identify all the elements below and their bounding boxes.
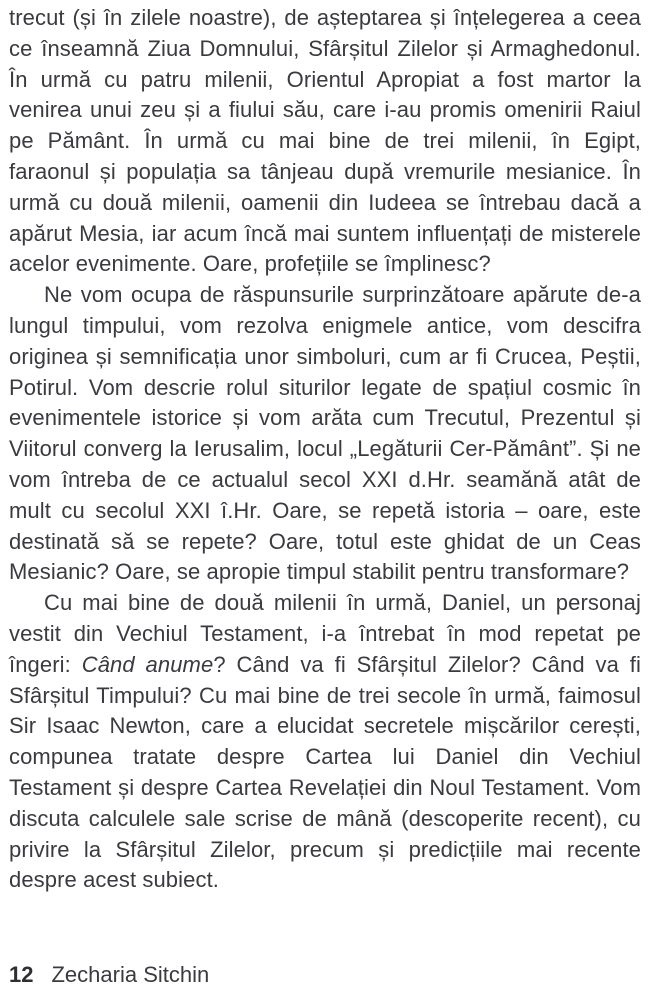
paragraph — [9, 280, 641, 588]
text-segment: ? Când va fi Sfârșitul Zilelor? Când va fi Sfârșitul Timpului? Cu mai bine de trei secole în urmă, faimosul Sir Isaac Newton, care a elucidat secretele mișcărilor cerești, compunea tratate despre Cartea lui Daniel din Vechiul Testament și despre Cartea Revelației din Noul Testament. Vom discuta calculele sale scrise de mână (descoperite recent), cu privire la Sfârșitul Zilelor, precum și predicțiile mai recente despre acest subiect. — [9, 651, 641, 893]
paragraph — [9, 3, 641, 280]
page-text — [9, 3, 641, 896]
text-segment: trecut (și în zilele noastre), de așteptarea și înțelegerea a ceea ce înseamnă Ziua Domnului, Sfârșitul Zilelor și Armaghedonul. În urmă cu patru milenii, Orientul Apropiat a fost martor la venirea unui zeu și a fiului său, care i-au promis omenirii Raiul pe Pământ. În urmă cu mai bine de trei milenii, în Egipt, faraonul și populația sa tânjeau după vremurile mesianice. În urmă cu două milenii, oamenii din Iudeea se întrebau dacă a apărut Mesia, iar acum încă mai suntem influențați de misterele acelor evenimente. Oare, profețiile se împlinesc? — [9, 5, 641, 277]
italic-text-segment: Când anume — [81, 651, 214, 677]
footer-author: Zecharia Sitchin — [51, 962, 210, 987]
text-segment: Cu mai bine de două milenii în urmă, Daniel, un personaj vestit din Vechiul Testament, i-a întrebat în mod repetat pe îngeri: — [9, 590, 641, 677]
page-number: 12 — [9, 962, 34, 987]
text-segment: Ne vom ocupa de răspunsurile surprinzătoare apărute de-a lungul timpului, vom rezolva enigmele antice, vom descifra originea și semnificația unor simboluri, cum ar fi Crucea, Peștii, Potirul. Vom descrie rolul siturilor legate de spațiul cosmic în evenimentele istorice și vom arăta cum Trecutul, Prezentul și Viitorul converg la Ierusalim, locul „Legăturii Cer-Pământ”. Și ne vom întreba de ce actualul secol XXI d.Hr. seamănă atât de mult cu secolul XXI î.Hr. Oare, se repetă istoria – oare, este destinată să se repete? Oare, totul este ghidat de un Ceas Mesianic? Oare, se apropie timpul stabilit pentru transformare? — [9, 282, 641, 585]
page-footer — [9, 961, 209, 989]
paragraph — [9, 588, 641, 896]
